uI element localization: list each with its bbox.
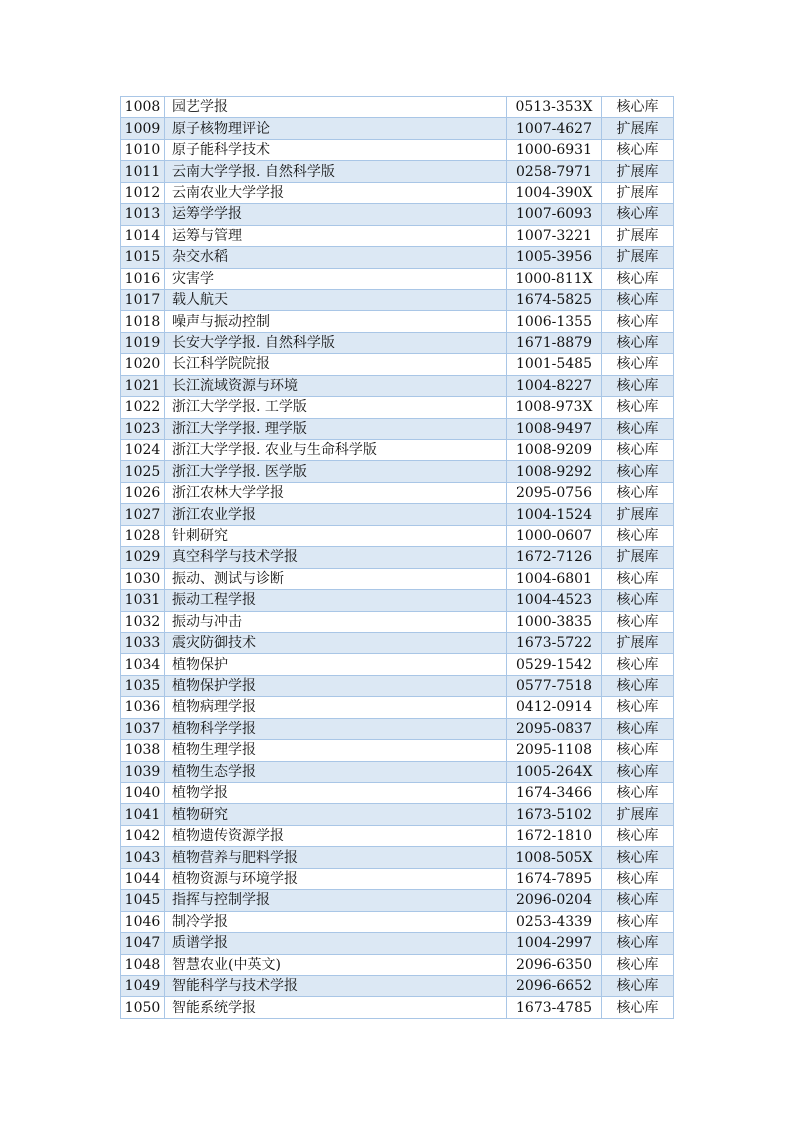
issn-cell: 0577-7518 bbox=[507, 675, 602, 696]
table-row bbox=[121, 161, 674, 182]
issn-cell: 1004-6801 bbox=[507, 568, 602, 589]
table-row bbox=[121, 675, 674, 696]
table-row bbox=[121, 139, 674, 160]
library-type-cell: 核心库 bbox=[602, 397, 674, 418]
library-type-cell: 核心库 bbox=[602, 354, 674, 375]
library-type-cell: 扩展库 bbox=[602, 804, 674, 825]
row-number-cell: 1036 bbox=[121, 697, 165, 718]
journal-name-cell: 浙江大学学报. 理学版 bbox=[165, 418, 507, 439]
issn-cell: 2095-0837 bbox=[507, 718, 602, 739]
library-type-cell: 核心库 bbox=[602, 461, 674, 482]
row-number-cell: 1028 bbox=[121, 525, 165, 546]
library-type-cell: 核心库 bbox=[602, 97, 674, 118]
journal-name-cell: 长江科学院院报 bbox=[165, 354, 507, 375]
row-number-cell: 1020 bbox=[121, 354, 165, 375]
row-number-cell: 1025 bbox=[121, 461, 165, 482]
table-row bbox=[121, 311, 674, 332]
library-type-cell: 扩展库 bbox=[602, 118, 674, 139]
journal-name-cell: 振动、测试与诊断 bbox=[165, 568, 507, 589]
table-row bbox=[121, 933, 674, 954]
issn-cell: 0412-0914 bbox=[507, 697, 602, 718]
row-number-cell: 1008 bbox=[121, 97, 165, 118]
journal-name-cell: 原子核物理评论 bbox=[165, 118, 507, 139]
table-row bbox=[121, 954, 674, 975]
library-type-cell: 核心库 bbox=[602, 718, 674, 739]
issn-cell: 1674-3466 bbox=[507, 783, 602, 804]
issn-cell: 1674-7895 bbox=[507, 868, 602, 889]
journal-name-cell: 制冷学报 bbox=[165, 911, 507, 932]
library-type-cell: 扩展库 bbox=[602, 547, 674, 568]
row-number-cell: 1038 bbox=[121, 740, 165, 761]
library-type-cell: 核心库 bbox=[602, 847, 674, 868]
library-type-cell: 扩展库 bbox=[602, 504, 674, 525]
library-type-cell: 扩展库 bbox=[602, 632, 674, 653]
journal-name-cell: 浙江大学学报. 医学版 bbox=[165, 461, 507, 482]
issn-cell: 1004-8227 bbox=[507, 375, 602, 396]
journal-name-cell: 真空科学与技术学报 bbox=[165, 547, 507, 568]
library-type-cell: 核心库 bbox=[602, 332, 674, 353]
library-type-cell: 核心库 bbox=[602, 139, 674, 160]
row-number-cell: 1024 bbox=[121, 440, 165, 461]
table-row bbox=[121, 654, 674, 675]
row-number-cell: 1032 bbox=[121, 611, 165, 632]
journal-table bbox=[120, 96, 674, 1019]
journal-name-cell: 针刺研究 bbox=[165, 525, 507, 546]
row-number-cell: 1031 bbox=[121, 590, 165, 611]
library-type-cell: 核心库 bbox=[602, 890, 674, 911]
table-row bbox=[121, 247, 674, 268]
library-type-cell: 核心库 bbox=[602, 675, 674, 696]
issn-cell: 1008-9292 bbox=[507, 461, 602, 482]
library-type-cell: 核心库 bbox=[602, 997, 674, 1018]
library-type-cell: 核心库 bbox=[602, 933, 674, 954]
table-row bbox=[121, 718, 674, 739]
row-number-cell: 1011 bbox=[121, 161, 165, 182]
row-number-cell: 1050 bbox=[121, 997, 165, 1018]
table-row bbox=[121, 890, 674, 911]
library-type-cell: 核心库 bbox=[602, 868, 674, 889]
row-number-cell: 1021 bbox=[121, 375, 165, 396]
journal-name-cell: 植物科学学报 bbox=[165, 718, 507, 739]
journal-name-cell: 灾害学 bbox=[165, 268, 507, 289]
issn-cell: 1000-811X bbox=[507, 268, 602, 289]
journal-name-cell: 植物学报 bbox=[165, 783, 507, 804]
library-type-cell: 核心库 bbox=[602, 375, 674, 396]
journal-name-cell: 原子能科学技术 bbox=[165, 139, 507, 160]
issn-cell: 1672-7126 bbox=[507, 547, 602, 568]
row-number-cell: 1033 bbox=[121, 632, 165, 653]
issn-cell: 0529-1542 bbox=[507, 654, 602, 675]
library-type-cell: 扩展库 bbox=[602, 161, 674, 182]
issn-cell: 1005-3956 bbox=[507, 247, 602, 268]
row-number-cell: 1026 bbox=[121, 482, 165, 503]
table-row bbox=[121, 375, 674, 396]
row-number-cell: 1046 bbox=[121, 911, 165, 932]
table-row bbox=[121, 397, 674, 418]
library-type-cell: 核心库 bbox=[602, 568, 674, 589]
issn-cell: 1007-6093 bbox=[507, 204, 602, 225]
journal-name-cell: 植物生理学报 bbox=[165, 740, 507, 761]
journal-name-cell: 植物研究 bbox=[165, 804, 507, 825]
row-number-cell: 1047 bbox=[121, 933, 165, 954]
library-type-cell: 核心库 bbox=[602, 289, 674, 310]
issn-cell: 1008-9497 bbox=[507, 418, 602, 439]
library-type-cell: 核心库 bbox=[602, 697, 674, 718]
library-type-cell: 核心库 bbox=[602, 611, 674, 632]
library-type-cell: 核心库 bbox=[602, 204, 674, 225]
row-number-cell: 1040 bbox=[121, 783, 165, 804]
row-number-cell: 1022 bbox=[121, 397, 165, 418]
table-row bbox=[121, 332, 674, 353]
row-number-cell: 1034 bbox=[121, 654, 165, 675]
issn-cell: 1004-1524 bbox=[507, 504, 602, 525]
library-type-cell: 核心库 bbox=[602, 482, 674, 503]
library-type-cell: 核心库 bbox=[602, 761, 674, 782]
row-number-cell: 1016 bbox=[121, 268, 165, 289]
journal-name-cell: 植物保护学报 bbox=[165, 675, 507, 696]
issn-cell: 1008-505X bbox=[507, 847, 602, 868]
row-number-cell: 1027 bbox=[121, 504, 165, 525]
library-type-cell: 核心库 bbox=[602, 525, 674, 546]
journal-name-cell: 长安大学学报. 自然科学版 bbox=[165, 332, 507, 353]
journal-name-cell: 振动与冲击 bbox=[165, 611, 507, 632]
issn-cell: 1004-4523 bbox=[507, 590, 602, 611]
library-type-cell: 核心库 bbox=[602, 825, 674, 846]
issn-cell: 1673-5722 bbox=[507, 632, 602, 653]
issn-cell: 1005-264X bbox=[507, 761, 602, 782]
library-type-cell: 扩展库 bbox=[602, 225, 674, 246]
row-number-cell: 1048 bbox=[121, 954, 165, 975]
table-row bbox=[121, 461, 674, 482]
journal-name-cell: 载人航天 bbox=[165, 289, 507, 310]
issn-cell: 0513-353X bbox=[507, 97, 602, 118]
table-row bbox=[121, 440, 674, 461]
row-number-cell: 1023 bbox=[121, 418, 165, 439]
journal-name-cell: 浙江农林大学学报 bbox=[165, 482, 507, 503]
row-number-cell: 1012 bbox=[121, 182, 165, 203]
library-type-cell: 扩展库 bbox=[602, 247, 674, 268]
issn-cell: 2096-0204 bbox=[507, 890, 602, 911]
row-number-cell: 1010 bbox=[121, 139, 165, 160]
issn-cell: 1004-2997 bbox=[507, 933, 602, 954]
issn-cell: 1007-4627 bbox=[507, 118, 602, 139]
issn-cell: 1000-0607 bbox=[507, 525, 602, 546]
issn-cell: 1006-1355 bbox=[507, 311, 602, 332]
journal-name-cell: 杂交水稻 bbox=[165, 247, 507, 268]
journal-name-cell: 智能系统学报 bbox=[165, 997, 507, 1018]
issn-cell: 1008-973X bbox=[507, 397, 602, 418]
library-type-cell: 核心库 bbox=[602, 311, 674, 332]
journal-name-cell: 长江流域资源与环境 bbox=[165, 375, 507, 396]
row-number-cell: 1018 bbox=[121, 311, 165, 332]
library-type-cell: 核心库 bbox=[602, 268, 674, 289]
issn-cell: 2096-6652 bbox=[507, 975, 602, 996]
table-row bbox=[121, 761, 674, 782]
journal-table-body bbox=[121, 97, 674, 1019]
table-row bbox=[121, 868, 674, 889]
journal-name-cell: 智能科学与技术学报 bbox=[165, 975, 507, 996]
issn-cell: 2095-0756 bbox=[507, 482, 602, 503]
journal-name-cell: 指挥与控制学报 bbox=[165, 890, 507, 911]
journal-name-cell: 浙江大学学报. 工学版 bbox=[165, 397, 507, 418]
row-number-cell: 1017 bbox=[121, 289, 165, 310]
row-number-cell: 1029 bbox=[121, 547, 165, 568]
library-type-cell: 核心库 bbox=[602, 954, 674, 975]
table-row bbox=[121, 418, 674, 439]
library-type-cell: 核心库 bbox=[602, 654, 674, 675]
journal-name-cell: 振动工程学报 bbox=[165, 590, 507, 611]
table-row bbox=[121, 482, 674, 503]
journal-name-cell: 浙江农业学报 bbox=[165, 504, 507, 525]
issn-cell: 1004-390X bbox=[507, 182, 602, 203]
issn-cell: 1007-3221 bbox=[507, 225, 602, 246]
row-number-cell: 1041 bbox=[121, 804, 165, 825]
table-row bbox=[121, 97, 674, 118]
table-row bbox=[121, 118, 674, 139]
issn-cell: 2096-6350 bbox=[507, 954, 602, 975]
library-type-cell: 核心库 bbox=[602, 975, 674, 996]
table-row bbox=[121, 632, 674, 653]
table-row bbox=[121, 204, 674, 225]
table-row bbox=[121, 182, 674, 203]
issn-cell: 1000-3835 bbox=[507, 611, 602, 632]
journal-name-cell: 运筹与管理 bbox=[165, 225, 507, 246]
library-type-cell: 核心库 bbox=[602, 911, 674, 932]
row-number-cell: 1009 bbox=[121, 118, 165, 139]
table-row bbox=[121, 354, 674, 375]
row-number-cell: 1044 bbox=[121, 868, 165, 889]
row-number-cell: 1019 bbox=[121, 332, 165, 353]
issn-cell: 0253-4339 bbox=[507, 911, 602, 932]
table-row bbox=[121, 825, 674, 846]
table-row bbox=[121, 975, 674, 996]
row-number-cell: 1030 bbox=[121, 568, 165, 589]
issn-cell: 2095-1108 bbox=[507, 740, 602, 761]
table-row bbox=[121, 740, 674, 761]
library-type-cell: 核心库 bbox=[602, 418, 674, 439]
row-number-cell: 1039 bbox=[121, 761, 165, 782]
table-row bbox=[121, 268, 674, 289]
issn-cell: 1001-5485 bbox=[507, 354, 602, 375]
journal-name-cell: 噪声与振动控制 bbox=[165, 311, 507, 332]
journal-name-cell: 植物遗传资源学报 bbox=[165, 825, 507, 846]
journal-name-cell: 智慧农业(中英文) bbox=[165, 954, 507, 975]
journal-name-cell: 运筹学学报 bbox=[165, 204, 507, 225]
row-number-cell: 1042 bbox=[121, 825, 165, 846]
journal-name-cell: 质谱学报 bbox=[165, 933, 507, 954]
row-number-cell: 1015 bbox=[121, 247, 165, 268]
issn-cell: 1671-8879 bbox=[507, 332, 602, 353]
row-number-cell: 1035 bbox=[121, 675, 165, 696]
issn-cell: 1673-4785 bbox=[507, 997, 602, 1018]
table-row bbox=[121, 289, 674, 310]
table-row bbox=[121, 611, 674, 632]
table-row bbox=[121, 911, 674, 932]
library-type-cell: 扩展库 bbox=[602, 182, 674, 203]
table-row bbox=[121, 568, 674, 589]
journal-name-cell: 植物生态学报 bbox=[165, 761, 507, 782]
row-number-cell: 1037 bbox=[121, 718, 165, 739]
row-number-cell: 1043 bbox=[121, 847, 165, 868]
journal-name-cell: 植物病理学报 bbox=[165, 697, 507, 718]
table-row bbox=[121, 525, 674, 546]
journal-name-cell: 震灾防御技术 bbox=[165, 632, 507, 653]
table-row bbox=[121, 997, 674, 1018]
library-type-cell: 核心库 bbox=[602, 590, 674, 611]
journal-name-cell: 植物资源与环境学报 bbox=[165, 868, 507, 889]
table-row bbox=[121, 590, 674, 611]
issn-cell: 1008-9209 bbox=[507, 440, 602, 461]
issn-cell: 0258-7971 bbox=[507, 161, 602, 182]
journal-name-cell: 云南农业大学学报 bbox=[165, 182, 507, 203]
journal-name-cell: 植物保护 bbox=[165, 654, 507, 675]
journal-name-cell: 植物营养与肥料学报 bbox=[165, 847, 507, 868]
table-row bbox=[121, 697, 674, 718]
journal-name-cell: 云南大学学报. 自然科学版 bbox=[165, 161, 507, 182]
table-row bbox=[121, 847, 674, 868]
issn-cell: 1000-6931 bbox=[507, 139, 602, 160]
row-number-cell: 1013 bbox=[121, 204, 165, 225]
table-row bbox=[121, 804, 674, 825]
library-type-cell: 核心库 bbox=[602, 783, 674, 804]
table-row bbox=[121, 504, 674, 525]
library-type-cell: 核心库 bbox=[602, 740, 674, 761]
issn-cell: 1674-5825 bbox=[507, 289, 602, 310]
issn-cell: 1673-5102 bbox=[507, 804, 602, 825]
table-row bbox=[121, 783, 674, 804]
journal-name-cell: 浙江大学学报. 农业与生命科学版 bbox=[165, 440, 507, 461]
table-row bbox=[121, 225, 674, 246]
issn-cell: 1672-1810 bbox=[507, 825, 602, 846]
row-number-cell: 1049 bbox=[121, 975, 165, 996]
row-number-cell: 1045 bbox=[121, 890, 165, 911]
row-number-cell: 1014 bbox=[121, 225, 165, 246]
library-type-cell: 核心库 bbox=[602, 440, 674, 461]
table-row bbox=[121, 547, 674, 568]
journal-name-cell: 园艺学报 bbox=[165, 97, 507, 118]
